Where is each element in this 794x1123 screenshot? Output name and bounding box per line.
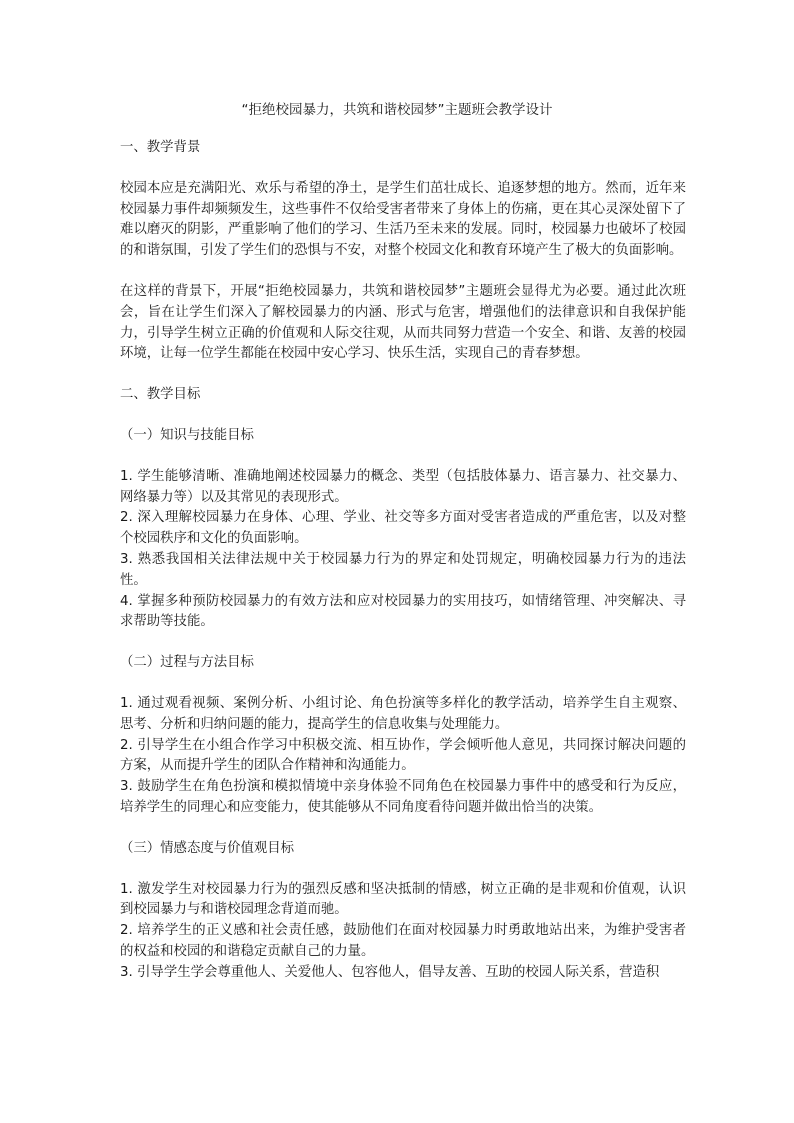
list-item: 2. 培养学生的正义感和社会责任感，鼓励他们在面对校园暴力时勇敢地站出来，为维护受害者的权益和校园的和谐稳定贡献自己的力量。: [120, 923, 686, 959]
list-item: 1. 学生能够清晰、准确地阐述校园暴力的概念、类型（包括肢体暴力、语言暴力、社交暴力、网络暴力等）以及其常见的表现形式。: [120, 468, 686, 505]
process-methods-list: [120, 694, 686, 819]
list-item: 3. 鼓励学生在角色扮演和模拟情境中亲身体验不同角色在校园暴力事件中的感受和行为反应，培养学生的同理心和应变能力，使其能够从不同角度看待问题并做出恰当的决策。: [120, 779, 686, 815]
background-paragraph-1: 校园本应是充满阳光、欢乐与希望的净土，是学生们茁壮成长、追逐梦想的地方。然而，近年来校园暴力事件却频频发生，这些事件不仅给受害者带来了身体上的伤痛，更在其心灵深处留下了难以磨灭的阴影，严重影响了他们的学习、生活乃至未来的发展。同时，校园暴力也破坏了校园的和谐氛围，引发了学生们的恐惧与不安，对整个校园文化和教育环境产生了极大的负面影响。: [120, 180, 686, 259]
list-item: 2. 引导学生在小组合作学习中积极交流、相互协作，学会倾听他人意见，共同探讨解决问题的方案，从而提升学生的团队合作精神和沟通能力。: [120, 737, 686, 774]
list-item: 3. 熟悉我国相关法律法规中关于校园暴力行为的界定和处罚规定，明确校园暴力行为的违法性。: [120, 551, 686, 588]
list-item: 1. 激发学生对校园暴力行为的强烈反感和坚决抵制的情感，树立正确的是非观和价值观，认识到校园暴力与和谐校园理念背道而驰。: [120, 881, 686, 918]
list-item: 1. 通过观看视频、案例分析、小组讨论、角色扮演等多样化的教学活动，培养学生自主观察、思考、分析和归纳问题的能力，提高学生的信息收集与处理能力。: [120, 695, 686, 732]
background-paragraph-2: 在这样的背景下，开展“拒绝校园暴力，共筑和谐校园梦”主题班会显得尤为必要。通过此次班会，旨在让学生们深入了解校园暴力的内涵、形式与危害，增强他们的法律意识和自我保护能力，引导学生树立正确的价值观和人际交往观，从而共同努力营造一个安全、和谐、友善的校园环境，让每一位学生都能在校园中安心学习、快乐生活，实现自己的青春梦想。: [120, 283, 686, 362]
section-heading-background: 一、教学背景: [120, 140, 201, 155]
section-heading-objectives: 二、教学目标: [120, 387, 201, 403]
subheading-emotion-values: （三）情感态度与价值观目标: [120, 840, 295, 856]
emotion-values-list: [120, 880, 686, 984]
subheading-knowledge-skills: （一）知识与技能目标: [120, 427, 254, 443]
list-item: 3. 引导学生学会尊重他人、关爱他人、包容他人，倡导友善、互助的校园人际关系，营造积: [120, 964, 660, 980]
document-body: [120, 138, 686, 984]
knowledge-skills-list: [120, 467, 686, 633]
list-item: 4. 掌握多种预防校园暴力的有效方法和应对校园暴力的实用技巧，如情绪管理、冲突解决、寻求帮助等技能。: [120, 593, 686, 630]
list-item: 2. 深入理解校园暴力在身体、心理、学业、社交等多方面对受害者造成的严重危害，以及对整个校园秩序和文化的负面影响。: [120, 510, 686, 547]
subheading-process-methods: （二）过程与方法目标: [120, 655, 254, 671]
document-title: “拒绝校园暴力，共筑和谐校园梦”主题班会教学设计: [241, 102, 553, 118]
